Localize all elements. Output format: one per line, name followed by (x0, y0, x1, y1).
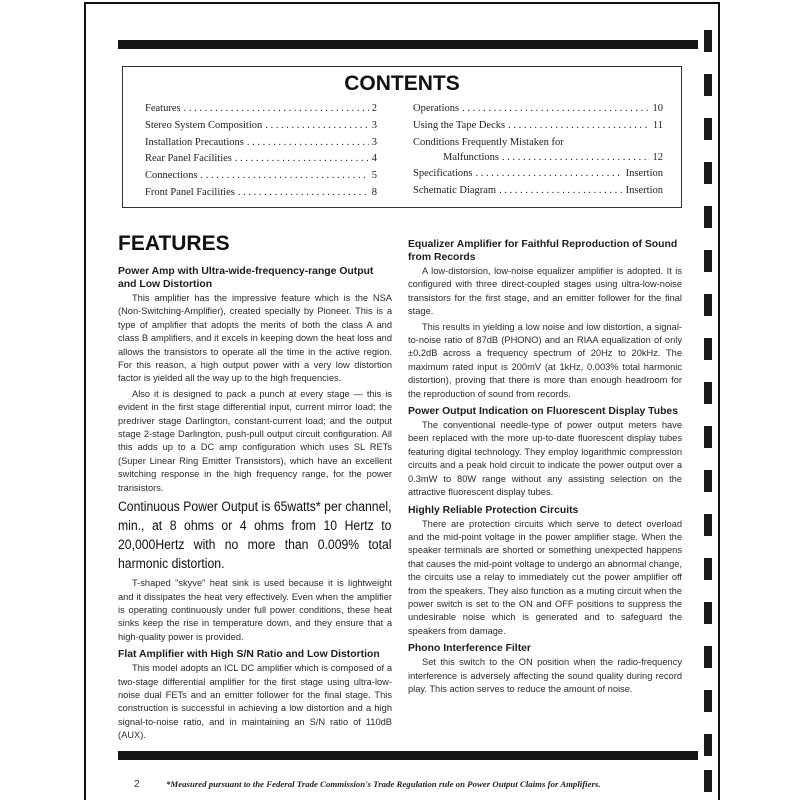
section-heading: Highly Reliable Protection Circuits (408, 504, 579, 516)
section-heading: Power Output Indication on Fluorescent Display Tubes (408, 406, 678, 418)
section-heading: Equalizer Amplifier for Faithful Reproduction of Sound from Records (408, 239, 678, 263)
index-tab (704, 734, 712, 756)
toc-entry[interactable]: Features . . . 2 (145, 103, 377, 120)
paragraph: There are protection circuits which serve to detect overload and the mid-point voltage in the power amplifier stage. When the speaker terminals are shorted or something unexpected happens that causes the mid-point voltage to undergo an abnormal change, the circuits use a relay to immediately cut the power amplifier off from the speakers. They also function as a muting circuit when the power switch is set to the ON and OFF positions to suppress the undesirable noise which is generated and to safeguard the speakers from damage. (408, 518, 682, 636)
section-heading: Flat Amplifier with High S/N Ratio and Low Distortion (118, 649, 380, 661)
toc-entry[interactable]: Malfunctions . . . 12 (413, 152, 663, 169)
paragraph: This model adopts an ICL DC amplifier which is composed of a two-stage differential amplifier for the first stage using ultra-low-noise dual FETs and an emitter follower for the final stage. This construction is successful in achieving a low distortion and a high signal-to-noise ratio, and in maintaining an S/N ratio of 110dB (AUX). (118, 663, 392, 741)
toc-left-column (145, 103, 377, 204)
index-tab (704, 382, 712, 404)
index-tab (704, 770, 712, 792)
index-tab (704, 338, 712, 360)
toc-entry[interactable]: Stereo System Composition . . . 3 (145, 120, 377, 137)
paragraph: Also it is designed to pack a punch at every stage — this is evident in the first stage differential input, current mirror load; the predriver stage Darlington, constant-current load; and the output stage 2-stage Darlington, push-pull output circuit configuration. All this adds up to a DC amp configuration which uses SL RETs (Super Linear Ring Emitter Transistors), which have an excellent switching response in the high frequency range, for the power transistors. (118, 388, 392, 493)
paragraph: A low-distorsion, low-noise equalizer amplifier is adopted. It is configured with three direct-coupled stages using ultra-low-noise transistors for the first stage, and an emitter follower for the final stage. (408, 266, 682, 317)
section-heading: Phono Interference Filter (408, 643, 531, 655)
toc-entry[interactable]: Schematic Diagram . . . Insertion (413, 185, 663, 202)
index-tab (704, 294, 712, 316)
right-column (408, 234, 682, 698)
toc-entry-line1[interactable]: Conditions Frequently Mistaken for (413, 136, 564, 148)
header-rule (118, 40, 698, 49)
contents-title: CONTENTS (344, 72, 460, 95)
toc-entry[interactable]: Connections . . . 5 (145, 170, 377, 187)
index-tab (704, 206, 712, 228)
toc-entry[interactable]: Operations . . . 10 (413, 103, 663, 120)
index-tab (704, 646, 712, 668)
paragraph: This amplifier has the impressive feature which is the NSA (Non-Switching-Amplifier), created specially by Pioneer. This is a type of amplifier that adopts the merits of both the class A and class B amplifiers, and it excels in keeping down the heat loss and allows the transistors to operate all the time in the active region. For this reason, a high output power with a very low distortion factor is yielded all the way up to the high frequencies. (118, 293, 392, 384)
index-tab (704, 74, 712, 96)
table-of-contents (122, 66, 682, 208)
left-column (118, 232, 392, 745)
features-title: FEATURES (118, 232, 230, 255)
index-tab (704, 162, 712, 184)
power-output-statement: Continuous Power Output is 65watts* per channel, min., at 8 ohms or 4 ohms from 10 Hertz to 20,000Hertz with no more than 0.009% total harmonic distortion. (118, 499, 392, 573)
paragraph: This results in yielding a low noise and low distortion, a signal-to-noise ratio of 87dB (PHONO) and an RIAA equalization of only ±0.2dB across a frequency spectrum of 20Hz to 20kHz. The maximum rated input is 200mV (at 1kHz, 0.003% total harmonic distortion), proving that there is more than enough headroom for the reproduction of sound from records. (408, 321, 682, 399)
index-tab (704, 514, 712, 536)
toc-entry[interactable]: Using the Tape Decks . . . 11 (413, 120, 663, 137)
footer-rule (118, 751, 698, 760)
paragraph: Set this switch to the ON position when the radio-frequency interference is adversely affecting the sound quality during record play. This action serves to reduce the amount of noise. (408, 657, 682, 694)
footnote: *Measured pursuant to the Federal Trade Commission's Trade Regulation rule on Power Output Claims for Amplifiers. (166, 779, 601, 789)
index-tab (704, 30, 712, 52)
index-tab (704, 602, 712, 624)
toc-entry[interactable]: Installation Precautions . . . 3 (145, 137, 377, 154)
index-tab (704, 426, 712, 448)
toc-right-column (413, 103, 663, 202)
paragraph: The conventional needle-type of power output meters have been replaced with the more up-to-date fluorescent display tubes featuring digital technology. They employ logarithmic compression circuits and a peak hold circuit to indicate the power output over a 0.3mW to 80W range without any assisting selection on the attractive fluorescent display tubes. (408, 420, 682, 498)
toc-entry[interactable]: Rear Panel Facilities . . . 4 (145, 153, 377, 170)
index-tab (704, 690, 712, 712)
index-tab (704, 470, 712, 492)
paragraph: T-shaped "skyve" heat sink is used because it is lightweight and it dissipates the heat very effectively. Even when the amplifier is operating continuously under full power conditions, these heat sinks keep the rise in temperature down, and they ensure that a high-quality power is provided. (118, 578, 392, 642)
page-number: 2 (134, 779, 140, 790)
toc-entry[interactable]: Specifications . . . Insertion (413, 168, 663, 185)
toc-entry[interactable]: Front Panel Facilities . . . 8 (145, 187, 377, 204)
index-tab (704, 558, 712, 580)
section-heading: Power Amp with Ultra-wide-frequency-range Output and Low Distortion (118, 266, 374, 290)
index-tab (704, 118, 712, 140)
index-tab (704, 250, 712, 272)
